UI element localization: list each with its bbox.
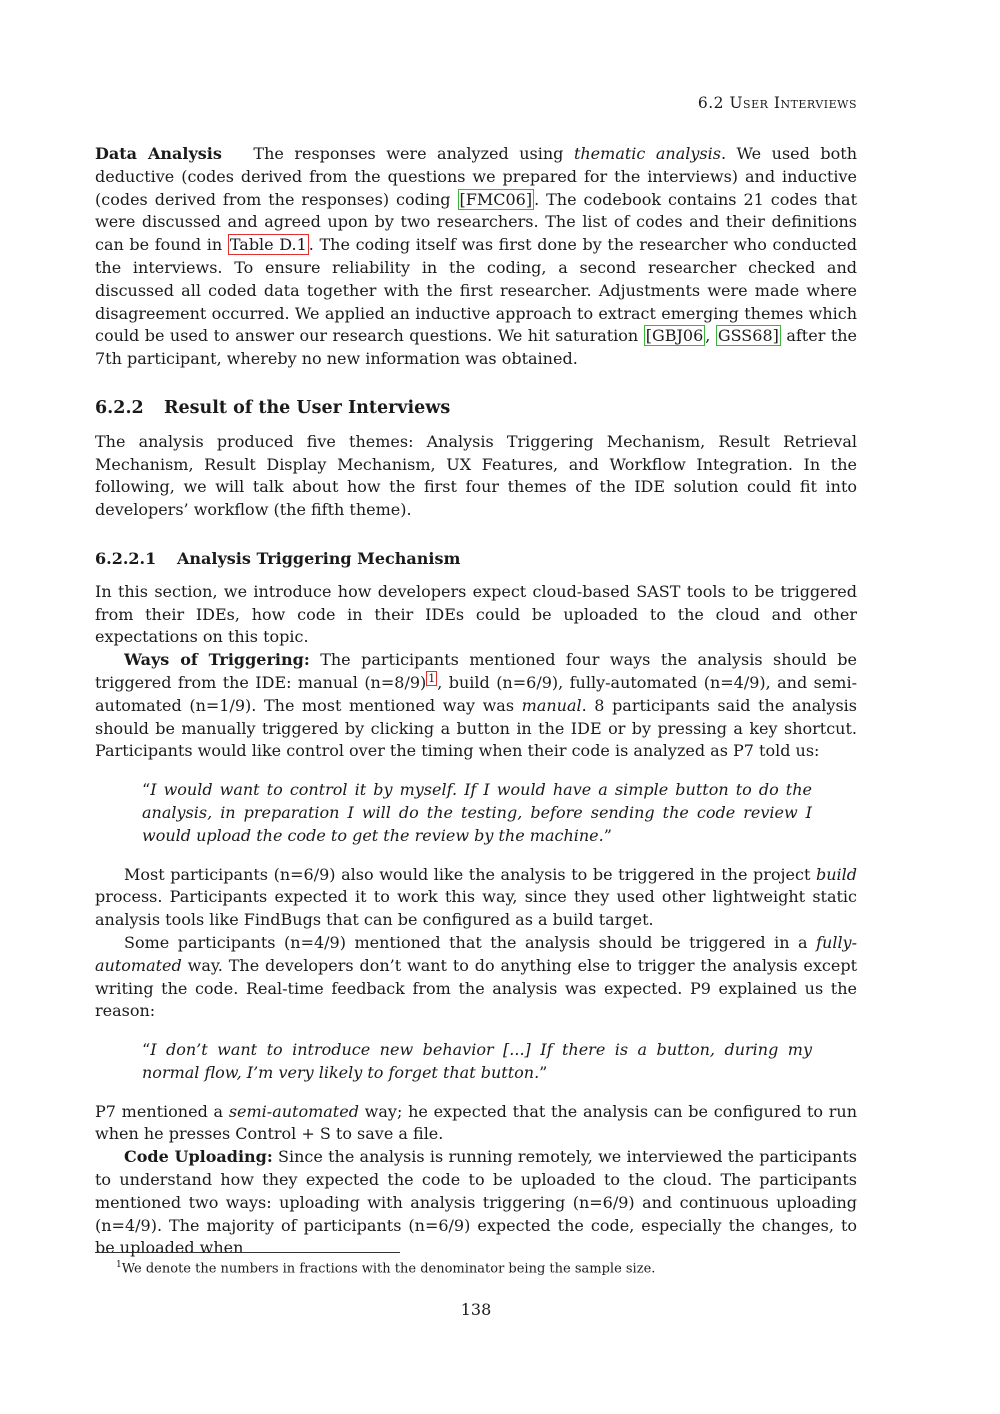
page-number: 138: [460, 1300, 492, 1319]
citation-link-gbj06[interactable]: [GBJ06: [645, 326, 704, 346]
paragraph-text: . 8 participants said the analysis should be manually triggered by clicking a button in the IDE or by pressing a key shortcut. Participants would like control over the timing when their code is analyzed as P7 told us:: [95, 695, 857, 761]
data-analysis-text: . The coding itself was first done by the researcher who conducted the interviews. To ensure reliability in the coding, a second researcher checked and discussed all coded data together with the first researcher. Adjustments were made where disagreement occurred. We applied an inductive approach to extract emerging themes which could be used to answer our research questions. We hit saturation: [95, 235, 858, 346]
fully-automated-paragraph: [95, 932, 857, 1023]
open-quote: “: [142, 780, 151, 800]
paragraph-text: The participants mentioned four ways the analysis should be triggered from the IDE: manual (n=8/9): [95, 650, 858, 692]
paragraph-text: , build (n=6/9), fully-automated (n=4/9), and semi-automated (n=1/9). The most mentioned way was: [95, 672, 858, 715]
paragraph-text: Some participants (n=4/9) mentioned that the analysis should be triggered in a: [124, 932, 817, 952]
section-title: Result of the User Interviews: [164, 397, 451, 418]
section-number: 6.2.2: [95, 397, 144, 418]
subsection-number: 6.2.2.1: [95, 548, 157, 568]
paragraph-emphasis: manual: [521, 695, 582, 715]
paragraph-text: Since the analysis is running remotely, we interviewed the participants to understand how they expected the code to be uploaded to the cloud. The participants mentioned two ways: uploading with analysis triggering (n=6/9) and continuous uploading (n=4/9). The majority of participants (n=6/9) expected the code, especially the changes, to be uploaded when: [95, 1147, 858, 1258]
footnote-mark: 1: [116, 1260, 122, 1270]
quote-text: I don’t want to introduce new behavior [...] If there is a button, during my normal flow, I’m very likely to forget that button.: [142, 1040, 812, 1082]
close-quote: ”: [603, 825, 612, 845]
running-header: [698, 94, 857, 112]
paragraph-emphasis: build: [815, 864, 857, 884]
code-uploading-paragraph: [95, 1146, 857, 1260]
data-analysis-text: after the 7th participant, whereby no new information was obtained.: [95, 326, 858, 369]
citation-link-gss68[interactable]: GSS68]: [717, 326, 779, 346]
footnote-marker-link[interactable]: 1: [428, 671, 436, 685]
ways-of-triggering-paragraph: [95, 649, 857, 763]
quote-text: I would want to control it by myself. If I would have a simple button to do the analysis, in preparation I will do the testing, before sending the code review I would upload the code to get the review by the machine.: [142, 780, 812, 845]
quote-p7: [142, 779, 812, 847]
footnote: [116, 1256, 655, 1278]
data-analysis-text: The responses were analyzed using: [253, 144, 574, 163]
subsection-title: Analysis Triggering Mechanism: [177, 548, 461, 568]
paragraph-text: way; he expected that the analysis can be configured to run when he presses Control + S to save a file.: [95, 1101, 857, 1144]
data-analysis-emphasis: thematic analysis: [573, 144, 721, 163]
close-quote: ”: [539, 1062, 548, 1082]
citation-link-fmc06[interactable]: [FMC06]: [459, 189, 533, 209]
header-section-title: User Interviews: [729, 94, 857, 112]
section-heading-6-2-2: [95, 397, 857, 420]
data-analysis-paragraph: [95, 143, 857, 371]
citation-separator: ,: [705, 326, 716, 346]
data-analysis-text: . We used both deductive (codes derived from the questions we prepared for the interviews) and inductive (codes derived from the responses) coding: [95, 144, 858, 209]
paragraph-text: P7 mentioned a: [95, 1101, 229, 1121]
footnote-text: We denote the numbers in fractions with the denominator being the sample size.: [121, 1261, 656, 1277]
data-analysis-lead: Data Analysis: [95, 144, 222, 163]
paragraph-emphasis: fully-automated: [95, 932, 857, 975]
subsection-heading-6-2-2-1: [95, 548, 857, 571]
paragraph-text: way. The developers don’t want to do anything else to trigger the analysis except writing the code. Real-time feedback from the analysis was expected. P9 explained us the reason:: [95, 955, 857, 1021]
results-paragraph: The analysis produced five themes: Analysis Triggering Mechanism, Result Retrieval Mechanism, Result Display Mechanism, UX Features, and Workflow Integration. In the following, we will talk about how the first four themes of the IDE solution could fit into developers’ workflow (the fifth theme).: [95, 431, 857, 520]
paragraph-emphasis: semi-automated: [228, 1101, 359, 1121]
quote-p9: [142, 1039, 812, 1085]
code-uploading-lead: Code Uploading:: [124, 1147, 273, 1167]
open-quote: “: [142, 1040, 151, 1060]
footnote-rule: [95, 1252, 400, 1253]
header-section-number: 6.2: [697, 94, 725, 112]
table-reference-link[interactable]: Table D.1: [229, 235, 307, 255]
page-body: [95, 143, 857, 1260]
paragraph-text: Most participants (n=6/9) also would like the analysis to be triggered in the project: [124, 864, 816, 884]
semi-automated-paragraph: [95, 1101, 857, 1147]
data-analysis-text: . The codebook contains 21 codes that were discussed and agreed upon by two researchers. The list of codes and their definitions can be found in: [95, 189, 857, 255]
build-paragraph: [95, 864, 857, 932]
ways-of-triggering-lead: Ways of Triggering:: [124, 650, 310, 670]
paragraph-text: process. Participants expected it to work this way, since they used other lightweight static analysis tools like FindBugs that can be configured as a build target.: [95, 887, 857, 930]
intro-paragraph: In this section, we introduce how developers expect cloud-based SAST tools to be triggered from their IDEs, how code in their IDEs could be uploaded to the cloud and other expectations on this topic.: [95, 581, 857, 647]
